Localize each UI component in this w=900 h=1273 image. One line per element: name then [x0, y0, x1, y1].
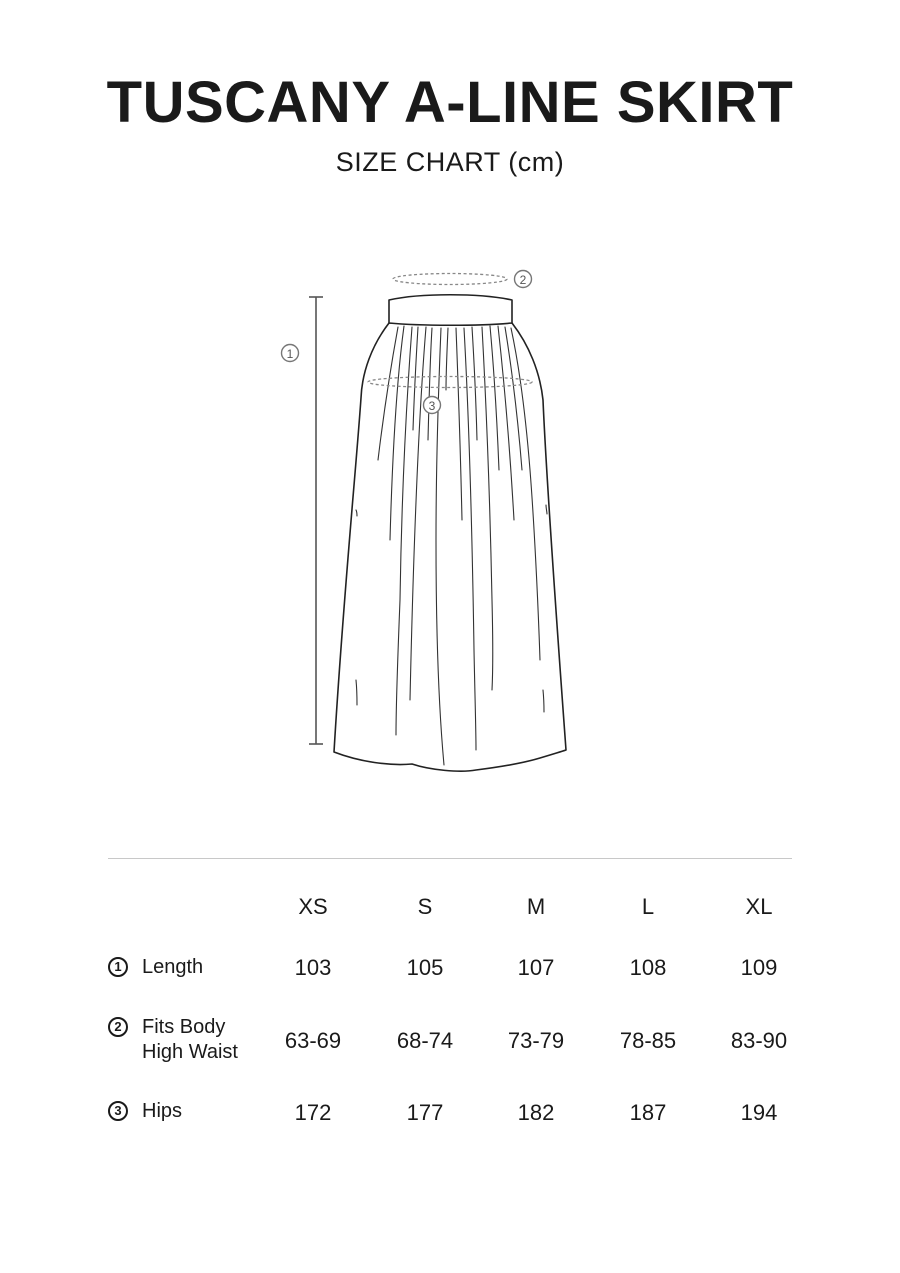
waist-measure-ellipse: [393, 271, 532, 288]
size-header-l: L: [641, 894, 655, 919]
badge-hips: 3: [108, 1101, 128, 1121]
length-m: 107: [517, 955, 555, 980]
length-xl: 109: [740, 955, 778, 980]
table-divider: [108, 858, 792, 859]
badge-length: 1: [108, 957, 128, 977]
size-header-m: M: [526, 894, 546, 919]
hips-xl: 194: [740, 1100, 778, 1125]
label-waist-line2: High Waist: [142, 1041, 238, 1063]
size-header-s: S: [417, 894, 433, 919]
label-length: Length: [142, 956, 204, 978]
row-label-waist: [108, 1015, 238, 1065]
waist-l: 78-85: [619, 1028, 677, 1053]
hips-xs: 172: [294, 1100, 332, 1125]
badge-waist: 2: [108, 1017, 128, 1037]
waist-s: 68-74: [396, 1028, 454, 1053]
length-l: 108: [629, 955, 667, 980]
hips-l: 187: [629, 1100, 667, 1125]
waist-xs: 63-69: [284, 1028, 342, 1053]
size-header-xs: XS: [298, 894, 328, 919]
hips-s: 177: [406, 1100, 444, 1125]
hips-m: 182: [517, 1100, 555, 1125]
marker-hips-label: 3: [428, 399, 436, 413]
page-subtitle: SIZE CHART (cm): [335, 147, 565, 177]
length-s: 105: [406, 955, 444, 980]
row-label-hips: [108, 1099, 182, 1124]
marker-length: [282, 345, 299, 362]
length-xs: 103: [294, 955, 332, 980]
page-title: TUSCANY A-LINE SKIRT: [106, 70, 794, 135]
length-measure-line: [309, 297, 323, 744]
skirt-outline: [334, 295, 566, 771]
waist-xl: 83-90: [730, 1028, 788, 1053]
waist-m: 73-79: [507, 1028, 565, 1053]
row-label-length: [108, 955, 203, 980]
marker-length-label: 1: [286, 347, 294, 361]
size-header-xl: XL: [745, 894, 773, 919]
label-hips: Hips: [142, 1100, 183, 1122]
marker-waist-label: 2: [519, 273, 527, 287]
label-waist-line1: Fits Body: [142, 1016, 226, 1038]
